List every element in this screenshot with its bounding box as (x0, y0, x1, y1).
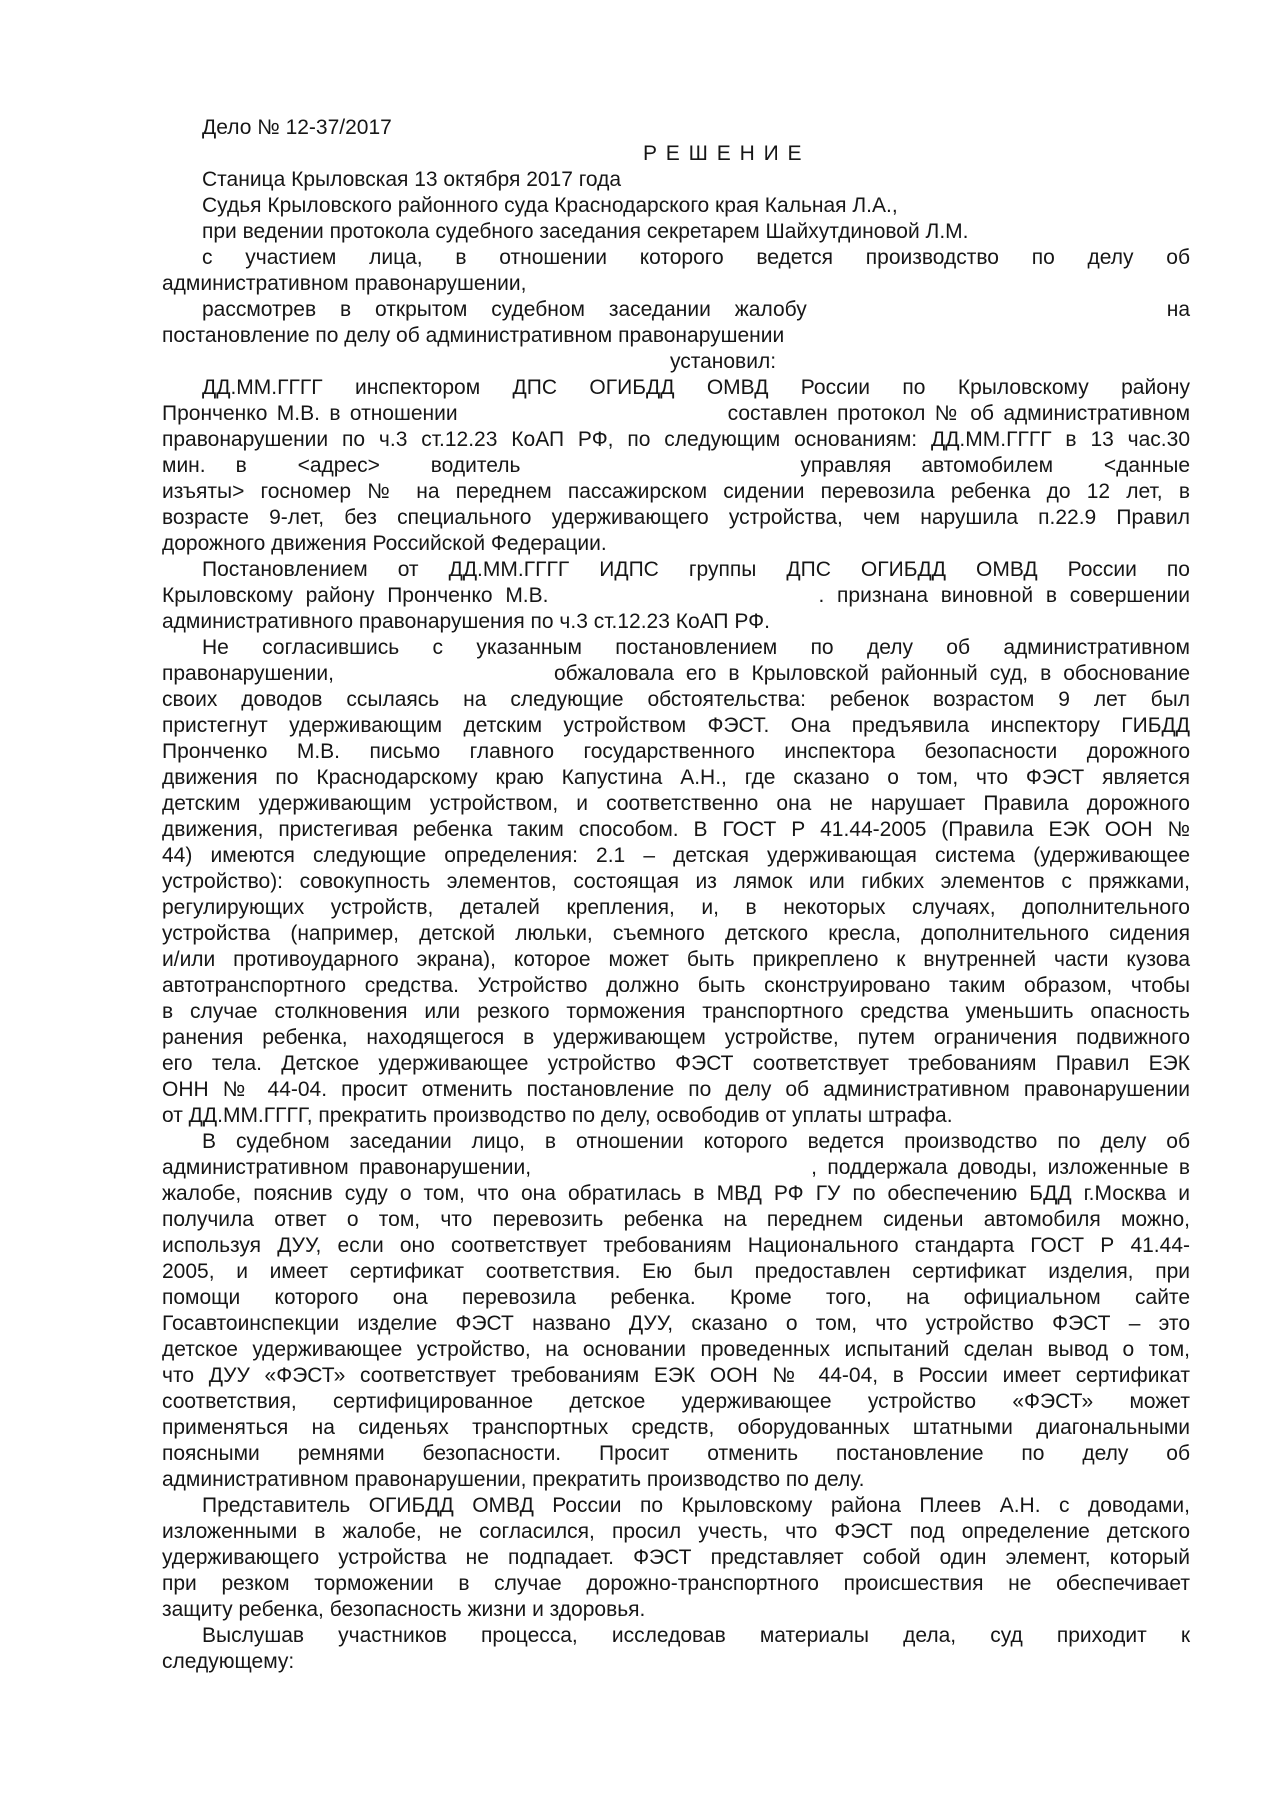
decision-title (162, 141, 1190, 167)
text-line (162, 1441, 1190, 1467)
text-segment: детским удерживающим устройством, и соответственно она не нарушает Правила дорожного (162, 792, 1190, 815)
text-line (162, 843, 1190, 869)
redaction-gap (206, 470, 236, 472)
text-line (162, 687, 1190, 713)
text-line (162, 1493, 1190, 1519)
redaction-gap (807, 314, 1167, 316)
text-segment: жалобе, пояснив суду о том, что она обратилась в МВД РФ ГУ по обеспечению БДД г.Москва и (162, 1182, 1190, 1205)
text-segment: составлен протокол № об административном (727, 402, 1191, 425)
text-segment: , поддержала доводы, изложенные в (811, 1156, 1191, 1179)
text-segment: следующему: (162, 1650, 295, 1673)
text-line (162, 1571, 1190, 1597)
text-segment: В судебном заседании лицо, в отношении которого ведется производство по делу об (202, 1130, 1190, 1153)
text-line (162, 1129, 1190, 1155)
text-segment: возрасте 9-лет, без специального удерживающего устройства, чем нарушила п.22.9 Правил (162, 506, 1190, 529)
text-line (162, 1415, 1190, 1441)
text-segment: Выслушав участников процесса, исследовав материалы дела, суд приходит к (202, 1624, 1190, 1647)
text-segment: его тела. Детское удерживающее устройство ФЭСТ соответствует требованиям Правил ЕЭК (162, 1052, 1190, 1075)
text-line (162, 1285, 1190, 1311)
text-segment: при резком торможении в случае дорожно-транспортного происшествия не обеспечивает (162, 1572, 1190, 1595)
text-segment: автотранспортного средства. Устройство должно быть сконструировано таким образом, чтобы (162, 974, 1190, 997)
text-line (162, 557, 1190, 583)
text-line (162, 1025, 1190, 1051)
text-segment: получила ответ о том, что перевозить ребенка на переднем сиденьи автомобиля можно, (162, 1208, 1190, 1231)
text-line (162, 739, 1190, 765)
text-segment: в <адрес> водитель (235, 454, 521, 477)
text-segment: Крыловскому району Пронченко М.В. (162, 584, 549, 607)
text-segment: Госавтоинспекции изделие ФЭСТ названо ДУУ, сказано о том, что устройство ФЭСТ – это (162, 1312, 1190, 1335)
text-segment: помощи которого она перевозила ребенка. Кроме того, на официальном сайте (162, 1286, 1190, 1309)
text-line (162, 1233, 1190, 1259)
text-line (162, 1519, 1190, 1545)
text-line (162, 1545, 1190, 1571)
text-segment: ДД.ММ.ГГГГ инспектором ДПС ОГИБДД ОМВД России по Крыловскому району (202, 376, 1190, 399)
text-segment: административном правонарушении, (162, 1156, 532, 1179)
redaction-gap (891, 470, 921, 472)
text-line (162, 713, 1190, 739)
text-line (162, 895, 1190, 921)
text-segment: движения, пристегивая ребенка таким способом. В ГОСТ Р 41.44-2005 (Правила ЕЭК ООН № (162, 818, 1190, 841)
text-segment: с участием лица, в отношении которого ведется производство по делу об (202, 246, 1190, 269)
text-line (162, 1623, 1190, 1649)
text-line (162, 973, 1190, 999)
document-body (162, 115, 1190, 1675)
text-segment: Пронченко М.В. в отношении (162, 402, 458, 425)
established-heading (162, 349, 1190, 375)
text-segment: Постановлением от ДД.ММ.ГГГГ ИДПС группы ДПС ОГИБДД ОМВД России по (202, 558, 1190, 581)
text-line (162, 1051, 1190, 1077)
text-segment: детское удерживающее устройство, на основании проведенных испытаний сделан вывод о том, (162, 1338, 1190, 1361)
text-line (162, 427, 1190, 453)
judge-line (162, 193, 1190, 219)
text-segment: Р Е Ш Е Н И Е (642, 142, 804, 165)
text-segment: изъяты> госномер № на переднем пассажирском сидении перевозила ребенка до 12 лет, в (162, 480, 1190, 503)
text-line (162, 531, 1190, 557)
text-segment: устройство): совокупность элементов, состоящая из лямок или гибких элементов с пряжками, (162, 870, 1190, 893)
text-segment: административном правонарушении, прекратить производство по делу. (162, 1468, 865, 1491)
text-line (162, 375, 1190, 401)
text-segment: Судья Крыловского районного суда Краснодарского края Кальная Л.А., (202, 194, 898, 217)
text-segment: правонарушении, (162, 662, 334, 685)
text-segment: и/или противоударного экрана), которое может быть прикреплено к внутренней части кузова (162, 948, 1190, 971)
text-segment: автомобилем <данные (921, 454, 1190, 477)
text-segment: пристегнут удерживающим детским устройством ФЭСТ. Она предъявила инспектору ГИБДД (162, 714, 1190, 737)
text-segment: Дело № 12-37/2017 (202, 116, 392, 139)
redaction-gap (520, 470, 800, 472)
text-line (162, 505, 1190, 531)
text-segment: правонарушении по ч.3 ст.12.23 КоАП РФ, по следующим основаниям: ДД.ММ.ГГГГ в 13 час.30 (162, 428, 1190, 451)
text-segment: соответствия, сертифицированное детское удерживающее устройство «ФЭСТ» может (162, 1390, 1190, 1413)
text-line (162, 1337, 1190, 1363)
text-segment: Станица Крыловская 13 октября 2017 года (202, 168, 622, 191)
text-segment: от ДД.ММ.ГГГГ, прекратить производство по делу, освободив от уплаты штрафа. (162, 1104, 953, 1127)
case-number (162, 115, 1190, 141)
secretary-line (162, 219, 1190, 245)
text-segment: 44) имеются следующие определения: 2.1 – детская удерживающая система (удерживающее (162, 844, 1190, 867)
text-segment: Пронченко М.В. письмо главного государственного инспектора безопасности дорожного (162, 740, 1190, 763)
text-segment: дорожного движения Российской Федерации. (162, 532, 607, 555)
text-segment: регулирующих устройств, деталей крепления, и, в некоторых случаях, дополнительного (162, 896, 1190, 919)
text-line (162, 583, 1190, 609)
text-segment: постановление по делу об административном правонарушении (162, 324, 785, 347)
text-segment: . признана виновной в совершении (818, 584, 1190, 607)
text-line (162, 271, 1190, 297)
text-segment: обжаловала его в Крыловской районный суд, в обоснование (553, 662, 1190, 685)
text-line (162, 1259, 1190, 1285)
redaction-gap (458, 418, 728, 420)
text-segment: используя ДУУ, если оно соответствует требованиям Национального стандарта ГОСТ Р 41.44- (162, 1234, 1190, 1257)
text-segment: ранения ребенка, находящегося в удерживающем устройстве, путем ограничения подвижного (162, 1026, 1190, 1049)
text-line (162, 479, 1190, 505)
text-line (162, 1363, 1190, 1389)
text-segment: Представитель ОГИБДД ОМВД России по Крыловскому района Плеев А.Н. с доводами, (202, 1494, 1190, 1517)
text-segment: рассмотрев в открытом судебном заседании жалобу (202, 298, 807, 321)
text-line (162, 1597, 1190, 1623)
text-segment: защиту ребенка, безопасность жизни и здоровья. (162, 1598, 646, 1621)
text-segment: административном правонарушении, (162, 272, 527, 295)
text-segment: в случае столкновения или резкого торможения транспортного средства уменьшить опасность (162, 1000, 1190, 1023)
text-line (162, 609, 1190, 635)
text-segment: изложенными в жалобе, не согласился, просил учесть, что ФЭСТ под определение детского (162, 1520, 1190, 1543)
text-line (162, 1077, 1190, 1103)
text-line (162, 1155, 1190, 1181)
text-line (162, 1103, 1190, 1129)
text-line (162, 453, 1190, 479)
text-segment: мин. (162, 454, 206, 477)
text-line (162, 297, 1190, 323)
text-line (162, 1467, 1190, 1493)
redaction-gap (548, 600, 818, 602)
redaction-gap (334, 678, 554, 680)
text-line (162, 661, 1190, 687)
text-line (162, 999, 1190, 1025)
text-segment: что ДУУ «ФЭСТ» соответствует требованиям ЕЭК ООН № 44-04, в России имеет сертификат (162, 1364, 1190, 1387)
text-line (162, 1389, 1190, 1415)
text-segment: устройства (например, детской люльки, съемного детского кресла, дополнительного сидения (162, 922, 1190, 945)
text-line (162, 635, 1190, 661)
text-line (162, 817, 1190, 843)
text-segment: Не согласившись с указанным постановлением по делу об административном (202, 636, 1190, 659)
text-segment: ОНН № 44-04. просит отменить постановление по делу об административном правонарушении (162, 1078, 1190, 1101)
text-segment: движения по Краснодарскому краю Капустина А.Н., где сказано о том, что ФЭСТ является (162, 766, 1190, 789)
text-line (162, 1181, 1190, 1207)
text-segment: своих доводов ссылаясь на следующие обстоятельства: ребенок возрастом 9 лет был (162, 688, 1190, 711)
text-line (162, 765, 1190, 791)
text-line (162, 245, 1190, 271)
redaction-gap (531, 1172, 811, 1174)
text-segment: 2005, и имеет сертификат соответствия. Ею был предоставлен сертификат изделия, при (162, 1260, 1190, 1283)
text-segment: установил: (669, 350, 777, 373)
text-line (162, 1207, 1190, 1233)
text-segment: на (1166, 298, 1190, 321)
text-segment: поясными ремнями безопасности. Просит отменить постановление по делу об (162, 1442, 1190, 1465)
text-line (162, 1311, 1190, 1337)
text-line (162, 791, 1190, 817)
text-segment: удерживающего устройства не подпадает. ФЭСТ представляет собой один элемент, который (162, 1546, 1190, 1569)
text-line (162, 921, 1190, 947)
text-segment: административного правонарушения по ч.3 ст.12.23 КоАП РФ. (162, 610, 770, 633)
text-segment: при ведении протокола судебного заседания секретарем Шайхутдиновой Л.М. (202, 220, 969, 243)
text-line (162, 869, 1190, 895)
text-line (162, 1649, 1190, 1675)
text-line (162, 947, 1190, 973)
text-line (162, 401, 1190, 427)
text-segment: управляя (800, 454, 892, 477)
text-line (162, 323, 1190, 349)
text-segment: применяться на сиденьях транспортных средств, оборудованных штатными диагональными (162, 1416, 1190, 1439)
place-date-line (162, 167, 1190, 193)
